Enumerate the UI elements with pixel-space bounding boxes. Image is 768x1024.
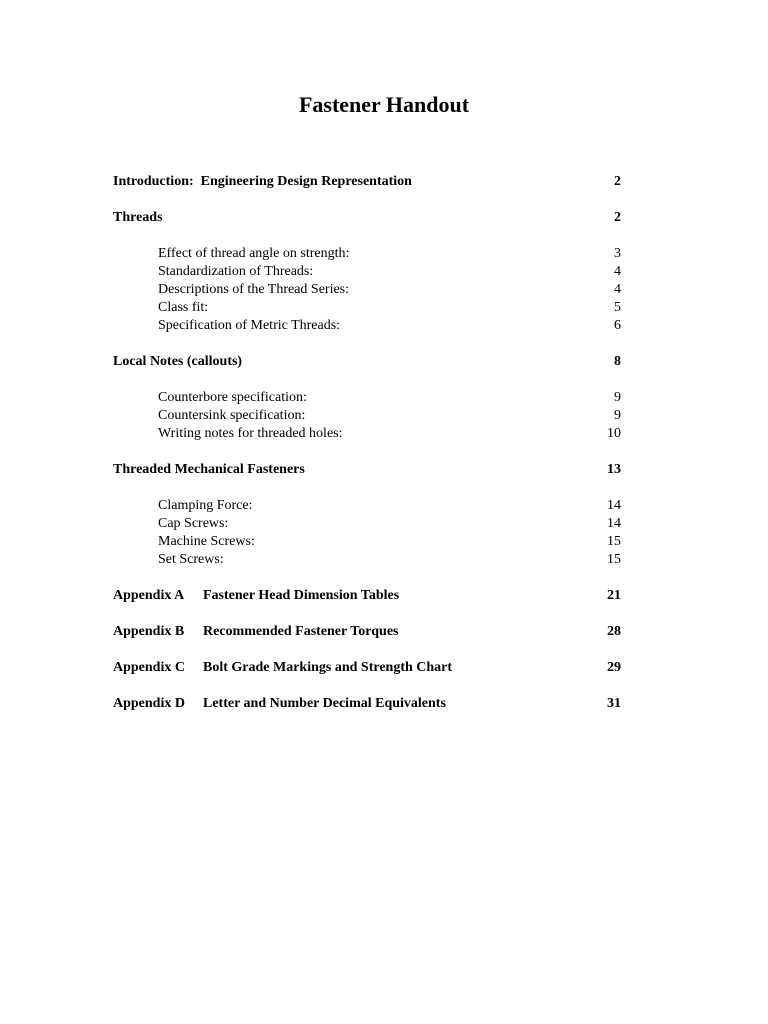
toc-subentry <box>113 497 621 515</box>
toc-entry-heading: Engineering Design Representation <box>200 174 412 189</box>
toc-entry-title <box>113 173 412 191</box>
toc-subentry <box>113 317 621 335</box>
toc-subentry-title: Descriptions of the Thread Series: <box>158 282 350 297</box>
toc-subentry-title: Counterbore specification: <box>158 390 307 405</box>
toc-subentry-title: Specification of Metric Threads: <box>158 318 341 333</box>
appendix-label: Appendix C <box>113 660 185 675</box>
toc-page-number: 3 <box>614 246 621 261</box>
toc-page-number: 10 <box>607 426 621 441</box>
appendix-heading: Bolt Grade Markings and Strength Chart <box>203 660 453 675</box>
toc-subentry <box>113 425 621 443</box>
toc-subentry-title: Writing notes for threaded holes: <box>158 426 343 441</box>
toc-page-number: 2 <box>614 210 621 225</box>
toc-page-number: 13 <box>607 462 621 477</box>
toc-page-number: 4 <box>614 282 621 297</box>
toc-page-number: 28 <box>607 624 621 639</box>
toc-subentry-title: Set Screws: <box>158 552 224 567</box>
toc-page-number: 2 <box>614 174 621 189</box>
toc-page-number: 5 <box>614 300 621 315</box>
toc-entry-introduction <box>113 173 621 191</box>
toc-page-number: 8 <box>614 354 621 369</box>
toc-page-number: 6 <box>614 318 621 333</box>
toc-entry-title: Local Notes (callouts) <box>113 354 243 369</box>
toc-page-number: 4 <box>614 264 621 279</box>
toc-subentry-title: Cap Screws: <box>158 516 229 531</box>
toc-entry-appendix-d <box>113 695 621 713</box>
appendix-heading: Fastener Head Dimension Tables <box>203 588 400 603</box>
toc-page-number: 21 <box>607 588 621 603</box>
appendix-heading: Letter and Number Decimal Equivalents <box>203 696 446 711</box>
toc-page-number: 14 <box>607 498 621 513</box>
toc-entry-threaded-fasteners <box>113 461 621 479</box>
toc-entry-appendix-c <box>113 659 621 677</box>
toc-entry-local-notes <box>113 353 621 371</box>
toc-entry-title <box>113 587 399 605</box>
table-of-contents <box>113 173 621 713</box>
toc-subentry <box>113 281 621 299</box>
toc-entry-appendix-a <box>113 587 621 605</box>
toc-page-number: 31 <box>607 696 621 711</box>
toc-page-number: 29 <box>607 660 621 675</box>
appendix-label: Appendix A <box>113 588 185 603</box>
appendix-heading: Recommended Fastener Torques <box>203 624 399 639</box>
document-title: Fastener Handout <box>298 92 470 117</box>
toc-entry-title <box>113 659 452 677</box>
toc-entry-appendix-b <box>113 623 621 641</box>
toc-page-number: 9 <box>614 390 621 405</box>
toc-page-number: 15 <box>607 534 621 549</box>
toc-entry-title <box>113 623 398 641</box>
toc-entry-title: Threaded Mechanical Fasteners <box>113 462 305 477</box>
toc-subentry <box>113 407 621 425</box>
toc-subentry <box>113 515 621 533</box>
toc-subentry <box>113 389 621 407</box>
toc-page-number: 15 <box>607 552 621 567</box>
toc-entry-label: Introduction: <box>113 174 194 189</box>
toc-subentry-title: Machine Screws: <box>158 534 255 549</box>
toc-subentry-title: Standardization of Threads: <box>158 264 314 279</box>
toc-page-number: 9 <box>614 408 621 423</box>
toc-subentry-title: Effect of thread angle on strength: <box>158 246 350 261</box>
toc-subentry-title: Countersink specification: <box>158 408 306 423</box>
toc-entry-title: Threads <box>113 210 163 225</box>
appendix-label: Appendix B <box>113 624 185 639</box>
toc-subentry <box>113 551 621 569</box>
toc-subentry-title: Clamping Force: <box>158 498 253 513</box>
toc-page-number: 14 <box>607 516 621 531</box>
toc-subentry-title: Class fit: <box>158 300 209 315</box>
toc-subentry <box>113 299 621 317</box>
toc-subentry <box>113 533 621 551</box>
toc-entry-threads <box>113 209 621 227</box>
toc-subentry <box>113 263 621 281</box>
toc-subentry <box>113 245 621 263</box>
toc-entry-title <box>113 695 446 713</box>
appendix-label: Appendix D <box>113 696 185 711</box>
